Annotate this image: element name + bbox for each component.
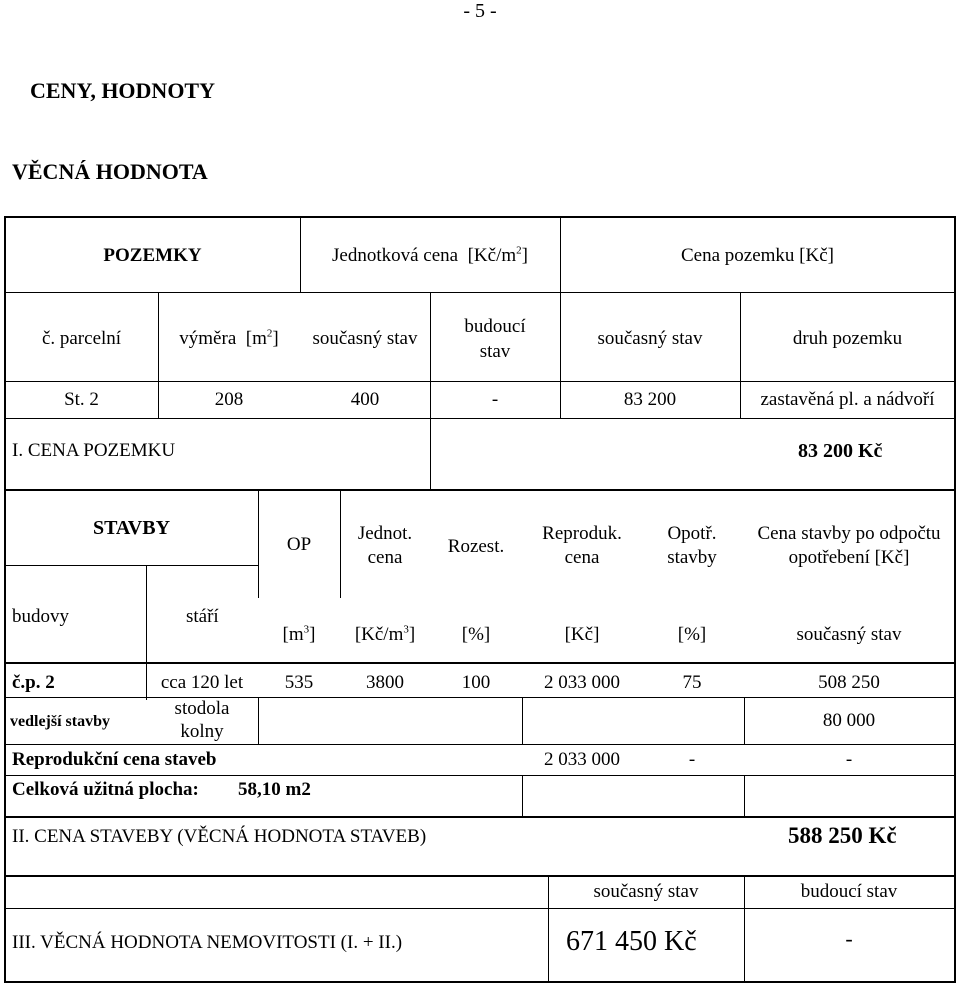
building-price: 508 250 bbox=[818, 672, 880, 693]
unit-pct2: [%] bbox=[677, 624, 707, 645]
final-col-future: budoucí stav bbox=[800, 881, 898, 902]
land-future: - bbox=[491, 389, 499, 410]
land-total-value: 83 200 Kč bbox=[798, 440, 883, 462]
col-wear-line1: Opotř. bbox=[667, 523, 717, 544]
col-repro-line2: cena bbox=[564, 547, 600, 568]
unit-state: současný stav bbox=[796, 624, 902, 645]
page-number: - 5 - bbox=[463, 0, 497, 22]
usable-area-value: 58,10 m2 bbox=[238, 779, 311, 800]
col-current: současný stav bbox=[312, 328, 418, 349]
col-rozest: Rozest. bbox=[447, 536, 505, 557]
final-value-future: - bbox=[845, 926, 853, 951]
col-unit-line2: cena bbox=[367, 547, 403, 568]
col-land-type: druh pozemku bbox=[792, 328, 903, 349]
building-op: 535 bbox=[284, 672, 314, 693]
repro-price: - bbox=[845, 749, 853, 770]
col-price-line1: Cena stavby po odpočtu bbox=[757, 523, 941, 544]
buildings-total-label: II. CENA STAVEBY (VĚCNÁ HODNOTA STAVEB) bbox=[12, 826, 427, 847]
building-unit-price: 3800 bbox=[366, 672, 404, 693]
unit-price-header: Jednotková cena $[Kč/m^2]$ bbox=[332, 244, 528, 266]
section-title: VĚCNÁ HODNOTA bbox=[12, 159, 208, 184]
final-value-current: 671 450 Kč bbox=[566, 926, 697, 957]
col-wear-line2: stavby bbox=[667, 547, 717, 568]
side-buildings-desc-line1: stodola bbox=[174, 698, 230, 719]
building-repro: 2 033 000 bbox=[544, 672, 620, 693]
land-current: 400 bbox=[350, 389, 380, 410]
building-rozest: 100 bbox=[461, 672, 491, 693]
land-title: POZEMKY bbox=[103, 245, 202, 266]
col-price-line2: opotřebení [Kč] bbox=[788, 547, 910, 568]
side-buildings-name: vedlejší stavby bbox=[10, 713, 110, 730]
buildings-total-value: 588 250 Kč bbox=[788, 823, 897, 848]
col-price-current: současný stav bbox=[597, 328, 703, 349]
unit-pct: [%] bbox=[461, 624, 491, 645]
unit-kc: [Kč] bbox=[564, 624, 600, 645]
col-future-line1: budoucí bbox=[464, 316, 526, 337]
col-parcel: č. parcelní bbox=[41, 328, 122, 349]
col-buildings: budovy bbox=[12, 606, 69, 627]
col-future-line2: stav bbox=[479, 341, 511, 362]
repro-label: Reprodukční cena staveb bbox=[12, 749, 217, 770]
col-age: stáří bbox=[186, 606, 219, 627]
col-area: výměra $[m^2]$ bbox=[179, 327, 279, 349]
land-parcel: St. 2 bbox=[64, 389, 99, 410]
side-buildings-desc-line2: kolny bbox=[180, 721, 224, 742]
final-label: III. VĚCNÁ HODNOTA NEMOVITOSTI (I. + II.) bbox=[12, 932, 403, 953]
unit-kc-m3: $[Kč/m^3]$ bbox=[354, 623, 416, 645]
final-col-current: současný stav bbox=[593, 881, 699, 902]
land-area: 208 bbox=[214, 389, 244, 410]
unit-m3: $[m^3]$ bbox=[282, 623, 316, 645]
col-unit-line1: Jednot. bbox=[357, 523, 413, 544]
usable-area-label: Celková užitná plocha: bbox=[12, 779, 199, 800]
land-price: 83 200 bbox=[623, 389, 677, 410]
col-op: OP bbox=[286, 534, 312, 555]
side-buildings-price: 80 000 bbox=[822, 710, 876, 731]
land-total-label: I. CENA POZEMKU bbox=[12, 440, 176, 461]
col-repro-line1: Reproduk. bbox=[542, 523, 622, 544]
buildings-title: STAVBY bbox=[92, 517, 171, 539]
land-price-header: Cena pozemku [Kč] bbox=[681, 245, 834, 266]
building-age: cca 120 let bbox=[160, 672, 244, 693]
repro-wear: - bbox=[688, 749, 696, 770]
land-type: zastavěná pl. a nádvoří bbox=[760, 389, 935, 410]
page-title: CENY, HODNOTY bbox=[30, 78, 215, 103]
repro-value: 2 033 000 bbox=[544, 749, 620, 770]
building-wear: 75 bbox=[682, 672, 702, 693]
building-name: č.p. 2 bbox=[12, 672, 55, 693]
